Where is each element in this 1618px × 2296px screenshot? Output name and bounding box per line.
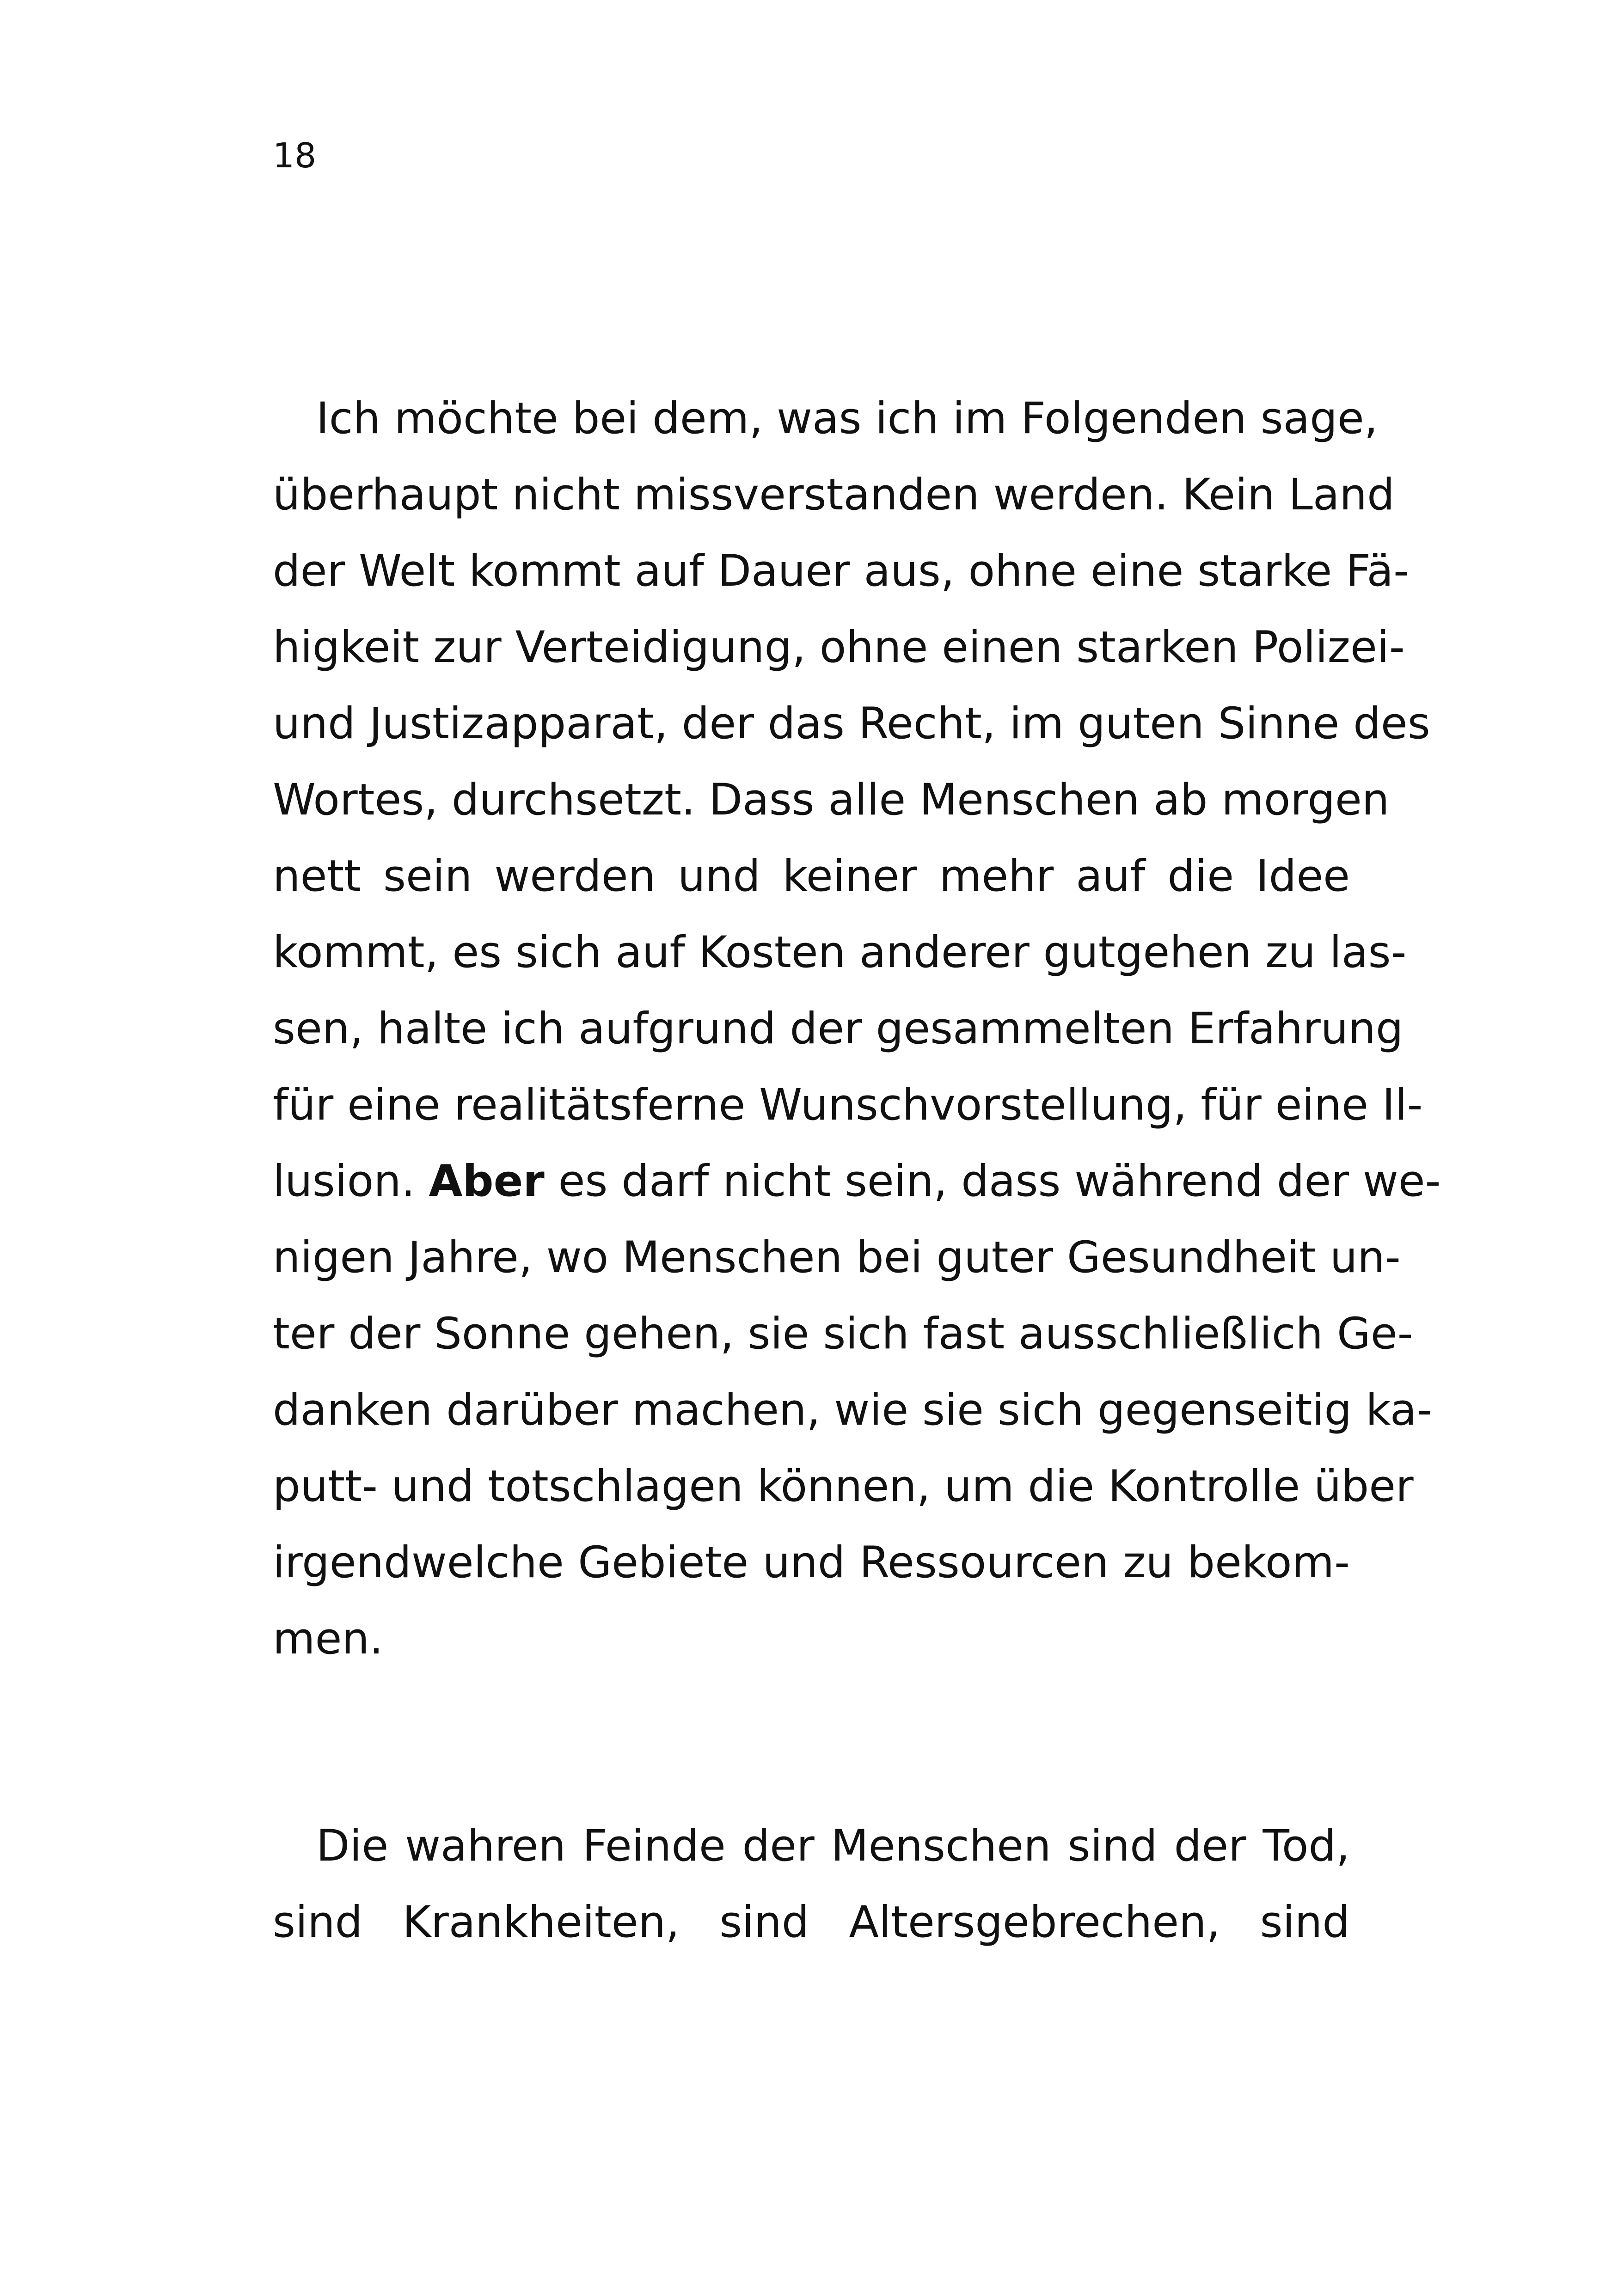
text-line: überhaupt nicht missverstanden werden. Kein Land	[273, 470, 1395, 520]
paragraph-1	[273, 380, 1441, 1677]
text-line: nigen Jahre, wo Menschen bei guter Gesundheit un-	[273, 1232, 1401, 1283]
paragraph-2	[273, 1808, 1350, 1960]
text-line: irgendwelche Gebiete und Ressourcen zu bekom-	[273, 1537, 1350, 1588]
text-segment: lusion.	[273, 1156, 429, 1206]
text-line: der Welt kommt auf Dauer aus, ohne eine starke Fä-	[273, 546, 1410, 596]
text-line: danken darüber machen, wie sie sich gegenseitig ka-	[273, 1385, 1433, 1435]
text-line: sind Krankheiten, sind Altersgebrechen, sind	[273, 1897, 1350, 1947]
text-line: Die wahren Feinde der Menschen sind der Tod,	[273, 1821, 1350, 1871]
text-line: für eine realitätsferne Wunschvorstellung, für eine Il-	[273, 1080, 1423, 1130]
text-line-with-emphasis	[273, 1143, 1441, 1219]
text-line: higkeit zur Verteidigung, ohne einen starken Polizei-	[273, 622, 1405, 673]
text-line: men.	[273, 1614, 383, 1664]
bold-word: Aber	[429, 1156, 545, 1206]
text-line: nett sein werden und keiner mehr auf die Idee	[273, 851, 1350, 901]
text-line: ter der Sonne gehen, sie sich fast ausschließlich Ge-	[273, 1309, 1413, 1359]
text-line: sen, halte ich aufgrund der gesammelten Erfahrung	[273, 1004, 1403, 1054]
text-line: Wortes, durchsetzt. Dass alle Menschen ab morgen	[273, 775, 1390, 825]
page-number: 18	[273, 136, 317, 176]
text-line: kommt, es sich auf Kosten anderer gutgehen zu las-	[273, 927, 1407, 978]
text-line: putt- und totschlagen können, um die Kontrolle über	[273, 1461, 1414, 1512]
text-line: und Justizapparat, der das Recht, im guten Sinne des	[273, 698, 1430, 749]
text-line: Ich möchte bei dem, was ich im Folgenden sage,	[273, 393, 1378, 444]
text-segment: es darf nicht sein, dass während der we-	[544, 1156, 1441, 1206]
